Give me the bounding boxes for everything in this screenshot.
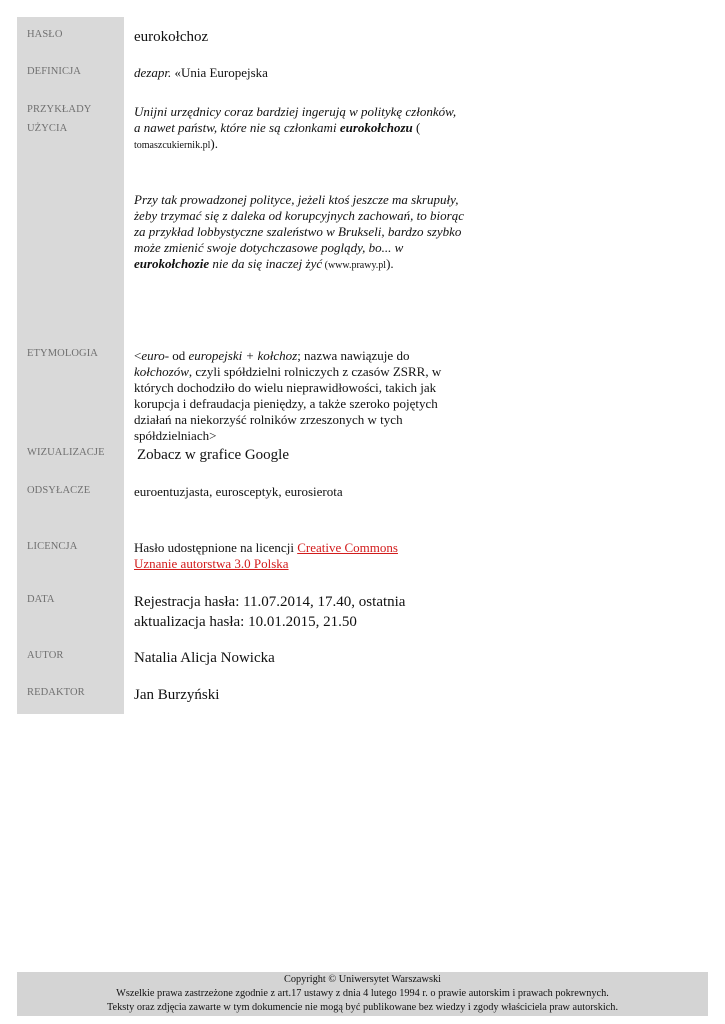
example-2-close: ). [386,256,394,271]
example-1-close: ). [210,136,218,151]
label-odsylacze: ODSYŁACZE [27,485,91,496]
etymology [134,348,466,444]
etymology-p6: kołchozów [134,364,189,379]
etymology-p5: ; nazwa nawiązuje do [297,348,410,363]
example-1-headword: eurokołchozu [339,120,413,135]
footer-rights: Wszelkie prawa zastrzeżone zgodnie z art.17 ustawy z dnia 4 lutego 1994 r. o prawie autorskim i prawach pokrewnych. [116,988,609,999]
example-1-paren: ( [412,120,421,135]
copyright-footer [17,972,708,1016]
etymology-p4: europejski + kołchoz [188,348,298,363]
headword: eurokołchoz [134,29,209,45]
author-name: Natalia Alicja Nowicka [134,650,275,666]
license-text: Hasło udostępnione na licencji [134,540,298,555]
example-2-source: (www.prawy.pl [322,260,387,271]
label-haslo: HASŁO [27,29,63,40]
example-2 [134,192,464,274]
definition [134,65,464,81]
label-przyklady-line1: PRZYKŁADY [27,104,92,115]
label-przyklady [27,100,92,138]
label-licencja: LICENCJA [27,541,78,552]
label-data: DATA [27,594,55,605]
label-wizualizacje: WIZUALIZACJE [27,447,105,458]
label-redaktor: REDAKTOR [27,687,85,698]
example-1 [134,104,464,154]
example-2-tail: nie da się inaczej żyć [209,256,323,271]
editor-name: Jan Burzyński [134,687,220,703]
license-link[interactable]: Creative Commons Uznanie autorstwa 3.0 Polska [134,540,398,571]
google-images-link[interactable]: Zobacz w grafice Google [137,447,290,463]
etymology-p3: od [169,348,189,363]
footer-notice: Teksty oraz zdjęcia zawarte w tym dokumencie nie mogą być publikowane bez wiedzy i zgody właściciela praw autorskich. [106,1002,619,1013]
example-2-text: Przy tak prowadzonej polityce, jeżeli ktoś jeszcze ma skrupuły, żeby trzymać się z daleka od korupcyjnych zachowań, to biorąc za przykład lobbystyczne szaleństwo w Brukseli, bardzo szybko może zmienić swoje dotychczasowe poglądy, bo... w [134,192,464,255]
license [134,540,444,572]
label-etymologia: ETYMOLOGIA [27,348,98,359]
etymology-p7: , czyli spółdzielni rolniczych z czasów ZSRR, w których dochodziło do wielu nieprawidłowości, takich jak korupcja i defraudacja pieniędzy, a także szeroko pojętych działań na niekorzyść rolników zrzeszonych w tych spółdzielniach> [134,364,442,443]
definition-text: «Unia Europejska [171,65,268,80]
label-przyklady-line2: UŻYCIA [27,123,68,134]
example-1-text: Unijni urzędnicy coraz bardziej ingerują w politykę członków, a nawet państw, które nie są członkami [134,104,457,135]
footer-copyright: Copyright © Uniwersytet Warszawski [284,974,441,985]
label-definicja: DEFINICJA [27,66,81,77]
label-autor: AUTOR [27,650,64,661]
etymology-p2: euro- [141,348,170,363]
definition-qualifier: dezapr. [134,65,172,80]
etymology-p1: < [134,348,142,363]
example-2-headword: eurokołchozie [134,256,210,271]
cross-references: euroentuzjasta, eurosceptyk, eurosierota [134,484,343,499]
example-1-source: tomaszcukiernik.pl [134,140,211,151]
registration-date: Rejestracja hasła: 11.07.2014, 17.40, ostatnia aktualizacja hasła: 10.01.2015, 21.50 [134,594,406,630]
